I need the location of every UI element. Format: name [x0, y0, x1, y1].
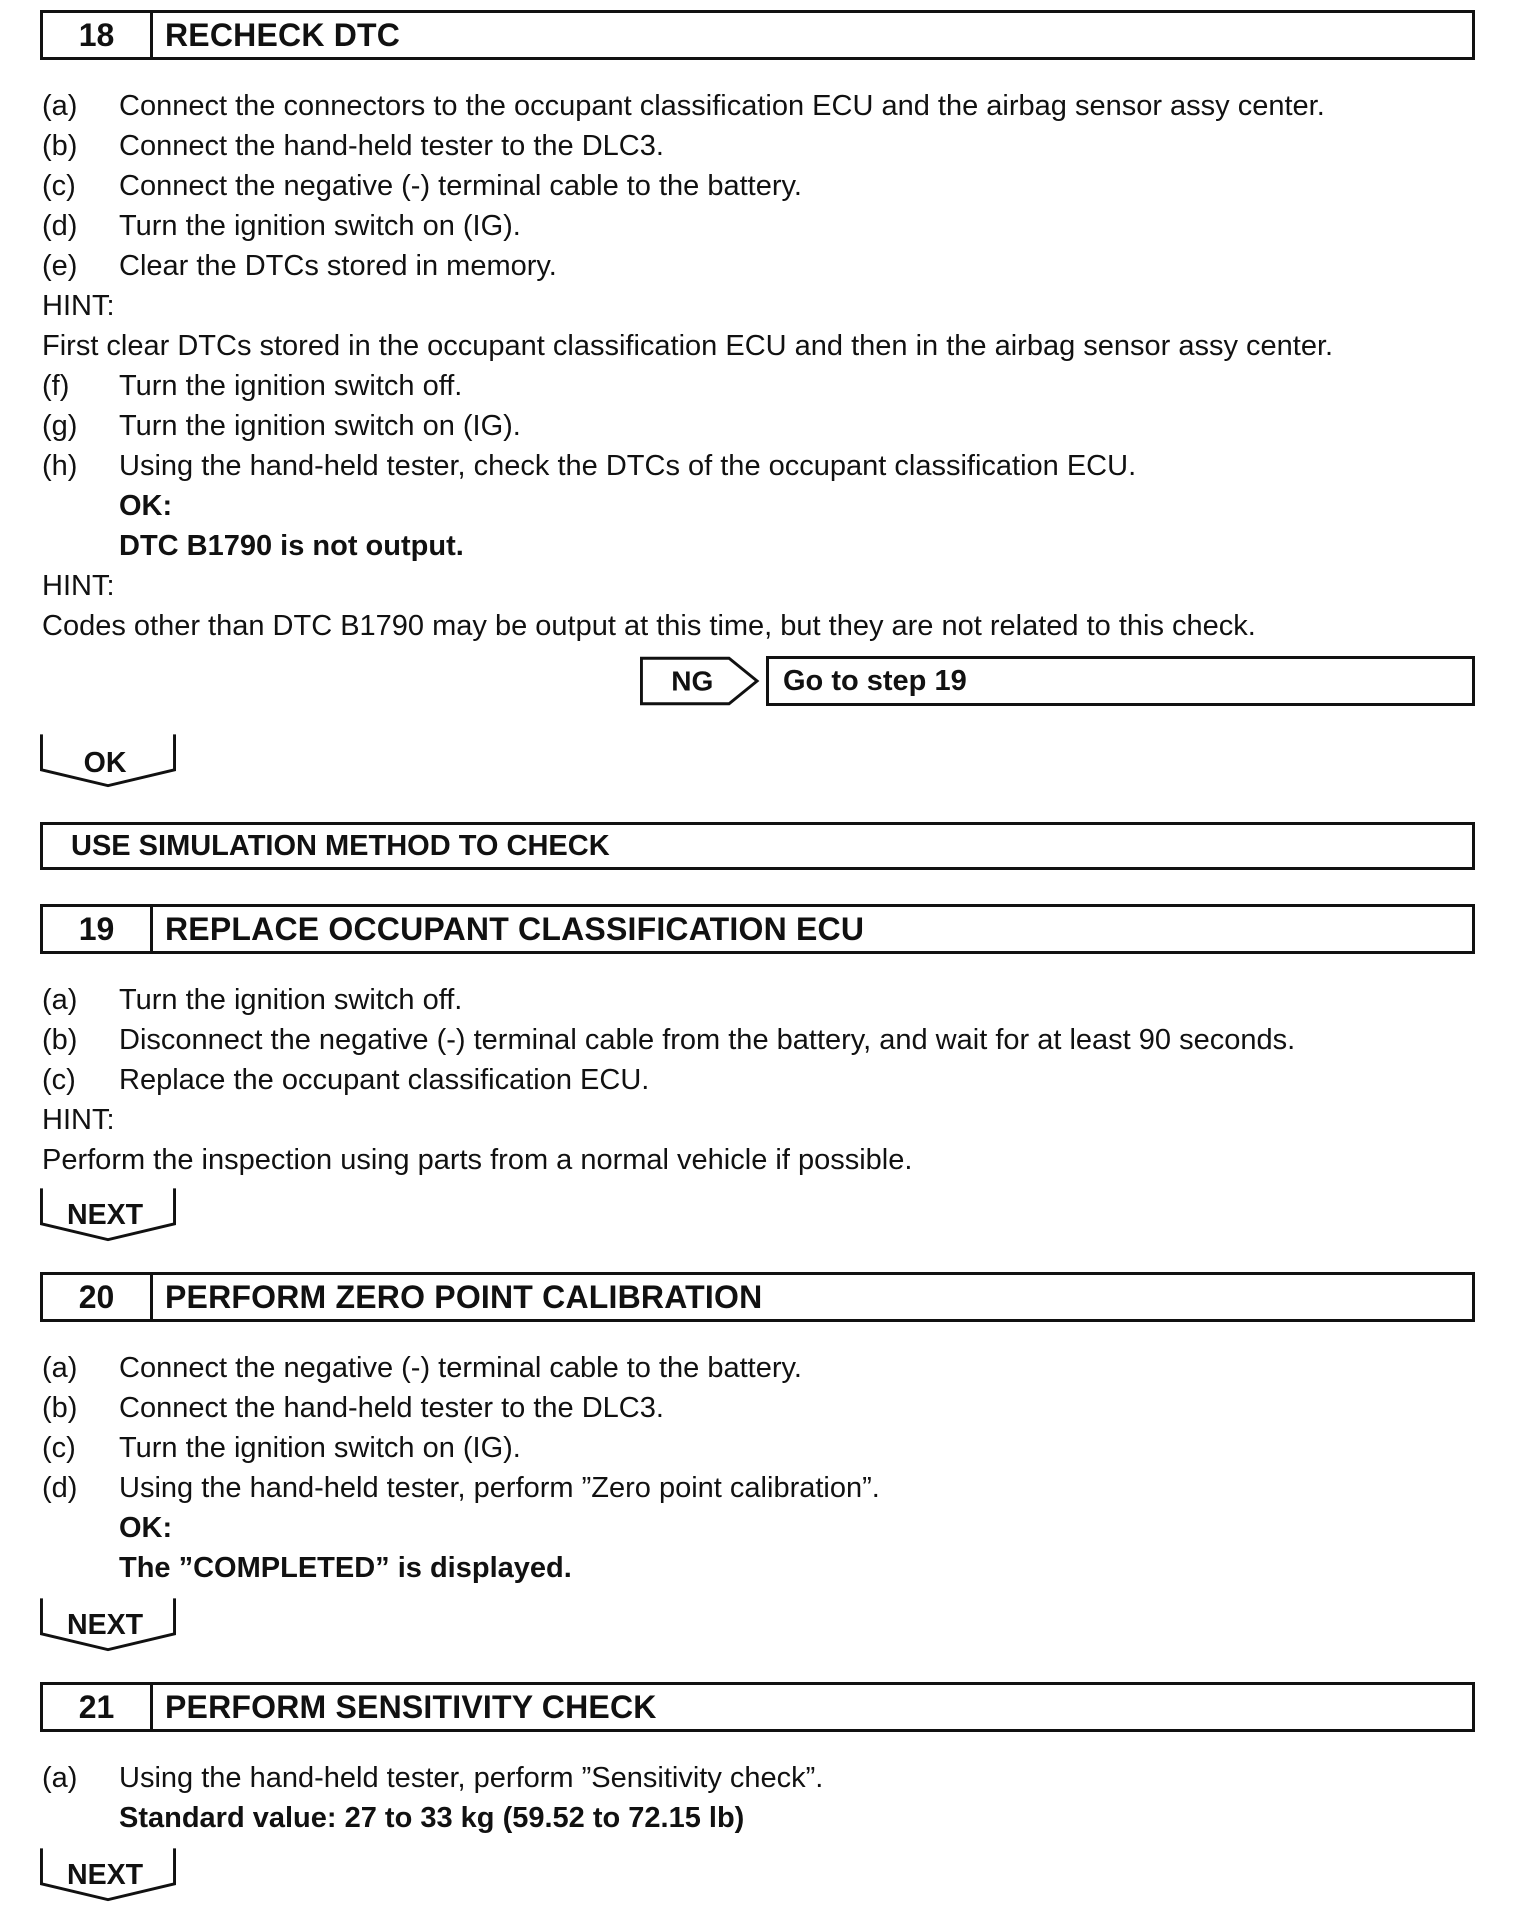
item-marker: (c)	[42, 170, 76, 202]
result-box: USE SIMULATION METHOD TO CHECK	[40, 822, 1475, 870]
item-marker: (b)	[42, 1392, 78, 1424]
list-item	[42, 1060, 649, 1100]
step-title: PERFORM ZERO POINT CALIBRATION	[165, 1278, 763, 1315]
list-item	[42, 86, 1325, 126]
list-item	[42, 246, 557, 286]
list-item	[42, 1428, 521, 1468]
item-marker: (b)	[42, 130, 78, 162]
ok-tab-icon	[40, 734, 176, 788]
list-item	[42, 366, 462, 406]
item-text: Turn the ignition switch on (IG).	[119, 210, 521, 242]
item-text: Turn the ignition switch off.	[119, 370, 463, 402]
step-19-header	[40, 904, 1475, 954]
step-21-header	[40, 1682, 1475, 1732]
next-tab-label: NEXT	[66, 1858, 144, 1891]
step-18-header	[40, 10, 1475, 60]
hint-text: Perform the inspection using parts from a normal vehicle if possible.	[42, 1144, 913, 1176]
item-marker: (d)	[42, 1472, 78, 1504]
list-item	[42, 166, 802, 206]
ok-tab-label: OK	[83, 746, 127, 779]
ng-arrow-icon	[640, 656, 760, 706]
item-text: Disconnect the negative (-) terminal cable from the battery, and wait for at least 90 seconds.	[119, 1024, 1296, 1056]
next-tab-icon	[40, 1188, 176, 1242]
hint-text: Codes other than DTC B1790 may be output at this time, but they are not related to this check.	[42, 610, 1256, 642]
ok-label: OK:	[119, 490, 173, 522]
item-text: Clear the DTCs stored in memory.	[119, 250, 557, 282]
step-number: 20	[43, 1275, 153, 1319]
item-marker: (g)	[42, 410, 78, 442]
item-marker: (h)	[42, 450, 78, 482]
list-item	[42, 1388, 664, 1428]
list-item	[42, 980, 462, 1020]
list-item	[42, 126, 664, 166]
list-item	[42, 1468, 880, 1508]
step-20-header	[40, 1272, 1475, 1322]
next-tab-label: NEXT	[66, 1608, 144, 1641]
item-text: Connect the hand-held tester to the DLC3.	[119, 130, 664, 162]
goto-step-link[interactable]: Go to step 19	[766, 656, 1475, 706]
item-text: Connect the negative (-) terminal cable to the battery.	[119, 1352, 802, 1384]
step-number: 18	[43, 13, 153, 57]
item-marker: (c)	[42, 1064, 76, 1096]
item-marker: (a)	[42, 1762, 78, 1794]
item-marker: (e)	[42, 250, 78, 282]
item-text: Using the hand-held tester, check the DTCs of the occupant classification ECU.	[119, 450, 1137, 482]
item-text: Using the hand-held tester, perform ”Zero point calibration”.	[119, 1472, 880, 1504]
step-title: REPLACE OCCUPANT CLASSIFICATION ECU	[165, 910, 865, 947]
ok-label: OK:	[119, 1512, 173, 1544]
step-title: PERFORM SENSITIVITY CHECK	[165, 1688, 657, 1725]
item-text: Connect the hand-held tester to the DLC3.	[119, 1392, 664, 1424]
ng-label: NG	[671, 665, 714, 697]
hint-label: HINT:	[42, 1104, 115, 1136]
item-marker: (a)	[42, 1352, 78, 1384]
next-tab-icon	[40, 1848, 176, 1902]
next-tab-label: NEXT	[66, 1198, 144, 1231]
step-number: 21	[43, 1685, 153, 1729]
item-text: Replace the occupant classification ECU.	[119, 1064, 650, 1096]
list-item	[42, 206, 521, 246]
hint-text: First clear DTCs stored in the occupant classification ECU and then in the airbag sensor assy center.	[42, 330, 1334, 362]
item-text: Turn the ignition switch off.	[119, 984, 463, 1016]
hint-label: HINT:	[42, 290, 115, 322]
item-text: Turn the ignition switch on (IG).	[119, 1432, 521, 1464]
item-marker: (f)	[42, 370, 70, 402]
item-marker: (a)	[42, 984, 78, 1016]
ok-criteria: The ”COMPLETED” is displayed.	[119, 1552, 572, 1584]
standard-value: Standard value: 27 to 33 kg (59.52 to 72.15 lb)	[119, 1802, 745, 1834]
item-marker: (d)	[42, 210, 78, 242]
list-item	[42, 1348, 802, 1388]
list-item	[42, 1758, 823, 1798]
list-item	[42, 446, 1136, 486]
item-text: Turn the ignition switch on (IG).	[119, 410, 521, 442]
item-marker: (b)	[42, 1024, 78, 1056]
step-number: 19	[43, 907, 153, 951]
item-marker: (c)	[42, 1432, 76, 1464]
item-text: Connect the connectors to the occupant classification ECU and the airbag sensor assy center.	[119, 90, 1325, 122]
item-text: Using the hand-held tester, perform ”Sensitivity check”.	[119, 1762, 824, 1794]
hint-label: HINT:	[42, 570, 115, 602]
next-tab-icon	[40, 1598, 176, 1652]
item-marker: (a)	[42, 90, 78, 122]
item-text: Connect the negative (-) terminal cable to the battery.	[119, 170, 802, 202]
ok-criteria: DTC B1790 is not output.	[119, 530, 464, 562]
step-title: RECHECK DTC	[165, 16, 401, 53]
list-item	[42, 406, 521, 446]
list-item	[42, 1020, 1295, 1060]
